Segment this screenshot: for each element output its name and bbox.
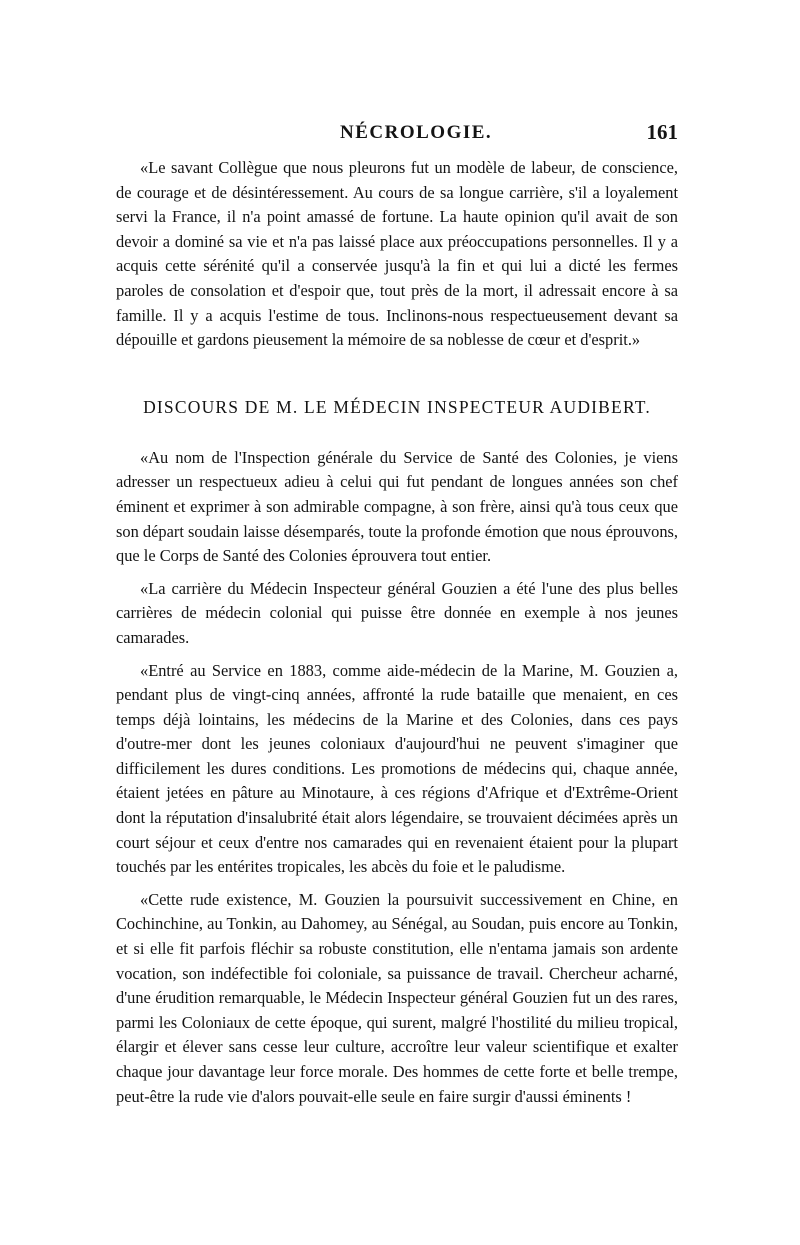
running-header: [116, 118, 678, 148]
speech-paragraph: «La carrière du Médecin Inspecteur général Gouzien a été l'une des plus belles carrières de médecin colonial qui puisse être donnée en exemple à nos jeunes camarades.: [116, 578, 678, 647]
speech-paragraph: «Cette rude existence, M. Gouzien la poursuivit successivement en Chine, en Cochinchine, au Tonkin, au Dahomey, au Sénégal, au Soudan, puis encore au Tonkin, et si elle fit parfois fléchir sa robuste constitution, elle n'entama jamais son ardente vocation, son indéfectible foi coloniale, sa puissance de travail. Chercheur acharné, d'une érudition remarquable, le Médecin Inspecteur général Gouzien fut un des rares, parmi les Coloniaux de cette époque, qui surent, malgré l'hostilité du milieu tropical, élargir et élever sans cesse leur culture, accroître leur valeur scientifique et exalter chaque jour davantage leur force morale. Des hommes de cette forte et belle trempe, peut-être la rude vie d'alors pouvait-elle seule en faire surgir d'aussi éminents !: [116, 889, 678, 1106]
section-heading: DISCOURS DE M. LE MÉDECIN INSPECTEUR AUDIBERT.: [143, 396, 651, 417]
speech-paragraph: «Au nom de l'Inspection générale du Service de Santé des Colonies, je viens adresser un respectueux adieu à celui qui fut pendant de longues années son chef éminent et exprimer à son admirable compagne, à son frère, ainsi qu'à tous ceux que son départ soudain laisse désemparés, toute la profonde émotion que nous éprouvons, que le Corps de Santé des Colonies éprouvera tout entier.: [116, 447, 678, 566]
speech-paragraph: «Entré au Service en 1883, comme aide-médecin de la Marine, M. Gouzien a, pendant plus de vingt-cinq années, affronté la rude bataille que menaient, en ces temps déjà lointains, les médecins de la Marine et des Colonies, dans ces pays d'outre-mer dont les jeunes coloniaux d'aujourd'hui ne peuvent s'imaginer que difficilement les dures conditions. Les promotions de médecins qui, chaque année, étaient jetées en pâture au Minotaure, à ces régions d'Afrique et d'Extrême-Orient dont la réputation d'insalubrité était alors légendaire, se trouvaient décimées après un court séjour et ceux d'entre nos camarades qui en revenaient étaient pour la plupart touchés par les entérites tropicales, les abcès du foie et le paludisme.: [116, 660, 678, 877]
closing-paragraph: «Le savant Collègue que nous pleurons fut un modèle de labeur, de conscience, de courage et de désintéressement. Au cours de sa longue carrière, s'il a loyalement servi la France, il n'a point amassé de fortune. La haute opinion qu'il avait de son devoir a dominé sa vie et n'a pas laissé place aux préoccupations personnelles. Il y a acquis cette sérénité qu'il a conservée jusqu'à la fin et qui lui a dicté les fermes paroles de consolation et d'espoir que, tout près de la mort, il adressait encore à sa famille. Il y a acquis l'estime de tous. Inclinons-nous respectueusement devant sa dépouille et gardons pieusement la mémoire de sa noblesse de cœur et d'esprit.»: [116, 158, 678, 350]
header-spacer: [116, 148, 678, 156]
book-page: [116, 118, 678, 1109]
page-number: 161: [646, 120, 678, 144]
running-title: NÉCROLOGIE.: [340, 122, 493, 143]
